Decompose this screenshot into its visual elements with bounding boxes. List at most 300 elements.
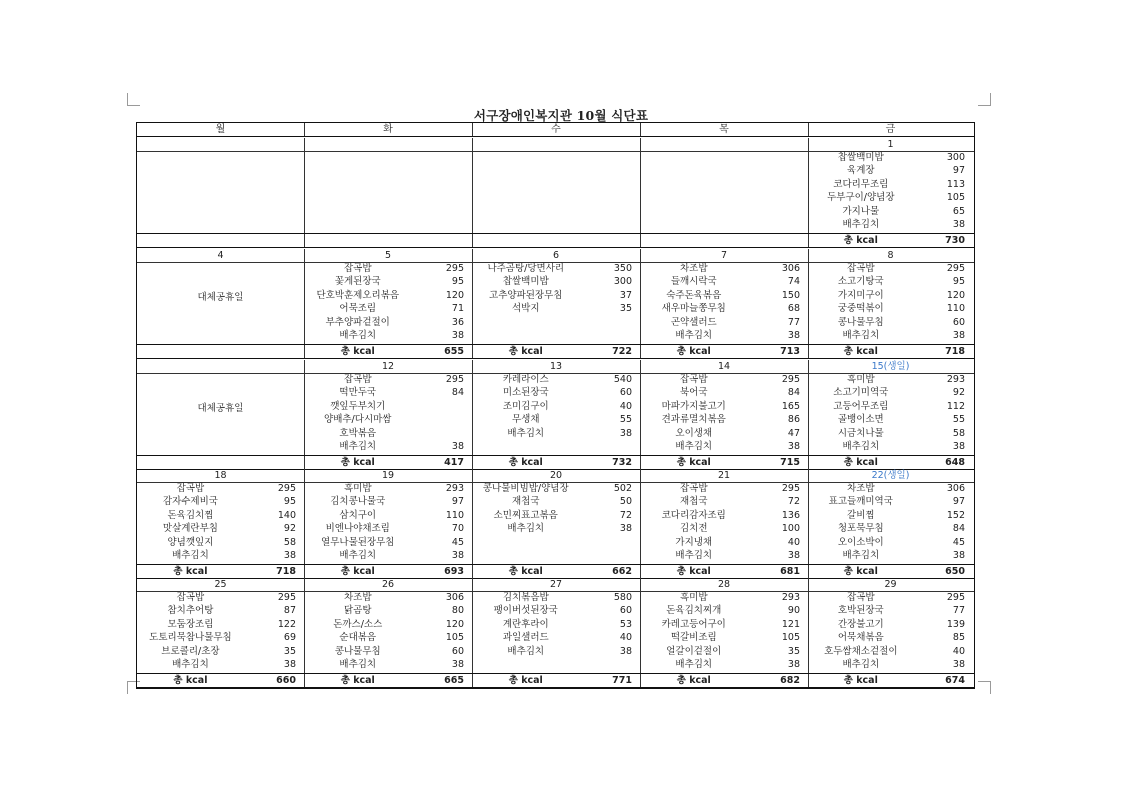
menu-item-name: 흑미밥 xyxy=(679,591,708,603)
menu-item-kcal: 300 xyxy=(946,151,965,163)
menu-item-name: 호박볶음 xyxy=(339,427,377,439)
menu-item-name: 모둠장조림 xyxy=(167,618,214,630)
menu-item xyxy=(808,316,973,330)
menu-item-name: 콩나물무침 xyxy=(334,645,381,657)
menu-item xyxy=(137,591,304,605)
menu-item xyxy=(304,373,472,387)
menu-item-kcal: 293 xyxy=(946,373,965,385)
menu-item-name: 부추양파겉절이 xyxy=(325,316,390,328)
menu-item-kcal: 580 xyxy=(613,591,632,603)
menu-item-kcal: 50 xyxy=(619,496,632,507)
menu-item-name: 육계장 xyxy=(847,165,875,176)
day-menu-cell xyxy=(137,482,305,564)
menu-item-name: 궁중떡볶이 xyxy=(837,303,884,314)
menu-item-kcal: 97 xyxy=(451,496,464,507)
menu-item-name: 배추김치 xyxy=(339,441,377,452)
menu-item-kcal: 306 xyxy=(946,482,965,494)
menu-item-name: 깻잎두부치기 xyxy=(330,400,386,412)
total-label: 총 kcal xyxy=(843,565,878,577)
menu-item-kcal: 60 xyxy=(451,645,464,657)
menu-item xyxy=(472,275,640,289)
menu-item xyxy=(137,536,304,550)
menu-item-name: 비엔나야채조림 xyxy=(325,523,390,534)
menu-item-name: 팽이버섯된장국 xyxy=(493,605,558,616)
menu-item-kcal: 112 xyxy=(946,400,965,412)
menu-item-name: 잡곡밥 xyxy=(343,262,372,274)
menu-item xyxy=(808,413,973,427)
menu-item-name: 차조밥 xyxy=(679,262,708,274)
menu-item-name: 배추김치 xyxy=(675,441,713,452)
menu-item-name: 열무나물된장무침 xyxy=(321,536,395,548)
menu-item-name: 들깨시락국 xyxy=(670,276,717,287)
menu-item xyxy=(808,509,973,523)
menu-item xyxy=(304,329,472,343)
menu-item-name: 시금치나물 xyxy=(837,427,884,439)
menu-item xyxy=(472,289,640,303)
menu-item xyxy=(808,536,973,550)
menu-item-name: 참치추어탕 xyxy=(167,605,214,616)
menu-item-name: 단호박훈제오리볶음 xyxy=(316,289,400,301)
total-label: 총 kcal xyxy=(508,345,543,357)
menu-item-name: 맛살계란부침 xyxy=(162,523,218,534)
total-cell xyxy=(640,456,809,469)
menu-item-kcal: 295 xyxy=(277,482,296,494)
menu-item xyxy=(808,495,973,509)
total-kcal: 681 xyxy=(780,565,800,577)
menu-item-kcal: 295 xyxy=(277,591,296,603)
menu-item-name: 잡곡밥 xyxy=(679,482,708,494)
menu-item-kcal: 45 xyxy=(451,536,464,548)
menu-item xyxy=(808,329,973,343)
menu-item xyxy=(304,386,472,400)
menu-item-kcal: 95 xyxy=(952,276,965,287)
total-cell xyxy=(808,674,973,687)
total-kcal: 682 xyxy=(780,674,800,686)
total-kcal: 732 xyxy=(612,456,632,468)
menu-item-name: 갈비찜 xyxy=(847,509,875,521)
day-menu-cell xyxy=(640,151,809,233)
total-label: 총 kcal xyxy=(843,345,878,357)
date-cell: 25 xyxy=(137,578,305,591)
menu-item-name: 호두쌈채소겉절이 xyxy=(824,645,898,657)
menu-item xyxy=(640,645,808,659)
total-kcal: 650 xyxy=(945,565,965,577)
menu-item-name: 순대볶음 xyxy=(339,632,377,643)
menu-item-kcal: 293 xyxy=(781,591,800,603)
menu-item xyxy=(640,289,808,303)
menu-item-name: 무생채 xyxy=(511,414,540,425)
menu-item xyxy=(640,591,808,605)
total-kcal: 417 xyxy=(444,456,464,468)
menu-item-name: 청포묵무침 xyxy=(837,523,884,534)
menu-item xyxy=(472,631,640,645)
menu-item xyxy=(640,604,808,618)
total-label: 총 kcal xyxy=(676,456,711,468)
menu-item xyxy=(808,386,973,400)
menu-item xyxy=(304,316,472,330)
menu-item xyxy=(304,658,472,672)
total-label: 총 kcal xyxy=(340,674,375,686)
menu-item-kcal: 84 xyxy=(451,387,464,398)
menu-item-name: 돈육김치찜 xyxy=(167,509,214,521)
total-label: 총 kcal xyxy=(340,345,375,357)
menu-item xyxy=(640,386,808,400)
crop-mark-bottom-right xyxy=(978,681,991,694)
menu-item xyxy=(137,645,304,659)
menu-item-name: 두부구이/양념장 xyxy=(827,192,895,203)
menu-item-name: 과일샐러드 xyxy=(502,632,549,643)
menu-item-kcal: 38 xyxy=(451,659,464,670)
total-cell xyxy=(137,234,305,247)
menu-item-name: 찹쌀백미밥 xyxy=(502,276,549,287)
day-menu-cell xyxy=(137,262,305,344)
day-menu-cell xyxy=(137,151,305,233)
day-menu-cell xyxy=(808,591,973,673)
day-menu-cell xyxy=(472,262,641,344)
day-menu-cell xyxy=(304,591,473,673)
menu-item-name: 재첩국 xyxy=(679,496,708,507)
menu-item-kcal: 295 xyxy=(781,373,800,385)
menu-item xyxy=(640,427,808,441)
menu-item-name: 카레고등어구이 xyxy=(661,618,726,630)
menu-item-name: 소민찌표고볶음 xyxy=(493,509,558,521)
menu-item-kcal: 105 xyxy=(445,632,464,643)
total-cell xyxy=(472,674,641,687)
week-block xyxy=(137,578,974,688)
menu-item-name: 재첩국 xyxy=(511,496,540,507)
menu-item xyxy=(640,440,808,454)
menu-item-kcal: 40 xyxy=(787,536,800,548)
menu-item-kcal: 72 xyxy=(619,509,632,521)
menu-item xyxy=(304,275,472,289)
menu-item xyxy=(808,400,973,414)
menu-item-kcal: 55 xyxy=(952,414,965,425)
menu-item-name: 흑미밥 xyxy=(847,373,875,385)
total-kcal: 648 xyxy=(945,456,965,468)
date-cell: 27 xyxy=(472,578,641,591)
menu-item xyxy=(808,218,973,232)
menu-item-kcal: 40 xyxy=(619,632,632,643)
menu-item xyxy=(808,591,973,605)
total-cell xyxy=(137,345,305,358)
menu-item-name: 견과류멸치볶음 xyxy=(661,414,726,425)
menu-item-name: 소고기탕국 xyxy=(837,276,884,287)
total-label: 총 kcal xyxy=(508,674,543,686)
day-header: 금 xyxy=(885,124,896,135)
menu-item-kcal: 38 xyxy=(952,659,965,670)
menu-item xyxy=(640,522,808,536)
menu-item-name: 차조밥 xyxy=(847,482,875,494)
menu-items-row xyxy=(137,591,974,673)
menu-item xyxy=(808,440,973,454)
menu-item-name: 어묵조림 xyxy=(339,303,377,314)
day-menu-cell xyxy=(304,482,473,564)
menu-item-kcal: 293 xyxy=(445,482,464,494)
menu-item-kcal: 120 xyxy=(445,289,464,301)
menu-item-kcal: 36 xyxy=(451,316,464,328)
menu-item-kcal: 47 xyxy=(787,427,800,439)
menu-item xyxy=(304,482,472,496)
menu-item-name: 떡만두국 xyxy=(339,387,377,398)
menu-item-kcal: 295 xyxy=(445,262,464,274)
menu-item xyxy=(808,658,973,672)
menu-item-name: 잡곡밥 xyxy=(176,591,205,603)
total-row xyxy=(137,455,974,470)
date-row xyxy=(137,578,974,592)
date-cell: 14 xyxy=(640,360,809,373)
total-cell xyxy=(640,674,809,687)
date-cell: 22(생일) xyxy=(871,469,910,481)
menu-item-kcal: 65 xyxy=(952,205,965,217)
menu-item-name: 양배추/다시마쌈 xyxy=(324,414,392,425)
menu-item xyxy=(640,536,808,550)
menu-item-name: 잡곡밥 xyxy=(343,373,372,385)
total-cell xyxy=(137,674,305,687)
total-kcal: 722 xyxy=(612,345,632,357)
menu-item-name: 골뱅이소면 xyxy=(837,414,884,425)
total-label: 총 kcal xyxy=(173,565,208,577)
date-cell: 21 xyxy=(640,469,809,482)
date-cell: 6 xyxy=(472,249,641,262)
crop-mark-top-left xyxy=(127,93,140,106)
day-menu-cell xyxy=(472,482,641,564)
menu-item-kcal: 90 xyxy=(787,605,800,616)
date-cell: 15(생일) xyxy=(871,360,910,372)
menu-item xyxy=(137,618,304,632)
menu-item-kcal: 38 xyxy=(787,550,800,561)
menu-item-name: 배추김치 xyxy=(172,550,209,561)
menu-item-kcal: 120 xyxy=(946,289,965,301)
date-cell: 18 xyxy=(137,469,305,482)
menu-item-name: 조미김구이 xyxy=(502,400,549,412)
date-cell xyxy=(137,138,305,151)
total-kcal: 665 xyxy=(444,674,464,686)
total-row xyxy=(137,673,974,688)
menu-item-name: 새우마늘쫑무침 xyxy=(661,303,726,314)
day-menu-cell xyxy=(472,591,641,673)
menu-item-kcal: 38 xyxy=(283,659,296,670)
menu-item-kcal: 105 xyxy=(946,192,965,203)
menu-item xyxy=(137,631,304,645)
date-cell xyxy=(640,138,809,151)
total-label: 총 kcal xyxy=(676,345,711,357)
menu-item xyxy=(472,386,640,400)
menu-item-kcal: 40 xyxy=(619,400,632,412)
menu-item-kcal: 38 xyxy=(787,330,800,341)
menu-item-name: 배추김치 xyxy=(842,219,880,230)
menu-item xyxy=(808,151,973,165)
menu-item-kcal: 85 xyxy=(952,632,965,643)
menu-item-name: 나주곰탕/당면사리 xyxy=(487,262,565,274)
menu-item-kcal: 55 xyxy=(619,414,632,425)
date-cell xyxy=(304,138,473,151)
menu-item-kcal: 60 xyxy=(952,316,965,328)
menu-item xyxy=(640,482,808,496)
menu-item xyxy=(472,591,640,605)
menu-item xyxy=(640,413,808,427)
menu-item-kcal: 110 xyxy=(445,509,464,521)
total-cell xyxy=(472,234,641,247)
menu-item xyxy=(472,604,640,618)
menu-item-kcal: 110 xyxy=(946,303,965,314)
date-cell: 7 xyxy=(640,249,809,262)
menu-item-kcal: 38 xyxy=(787,659,800,670)
day-menu-cell xyxy=(640,591,809,673)
date-cell: 1 xyxy=(887,138,894,150)
menu-item-kcal: 295 xyxy=(445,373,464,385)
menu-item-kcal: 92 xyxy=(283,523,296,534)
menu-item-name: 코다리감자조림 xyxy=(661,509,726,521)
menu-item-name: 흑미밥 xyxy=(343,482,372,494)
menu-item-name: 배추김치 xyxy=(675,330,713,341)
menu-item-kcal: 45 xyxy=(952,536,965,548)
menu-item-name: 배추김치 xyxy=(842,441,880,452)
menu-item-kcal: 58 xyxy=(952,427,965,439)
menu-table xyxy=(136,122,975,689)
date-row xyxy=(137,469,974,483)
menu-item xyxy=(304,262,472,276)
total-cell xyxy=(304,345,473,358)
menu-item-name: 코다리무조림 xyxy=(833,178,889,190)
date-cell: 13 xyxy=(472,360,641,373)
menu-item-name: 어묵채볶음 xyxy=(837,632,884,643)
menu-item-name: 잡곡밥 xyxy=(847,262,875,274)
menu-item xyxy=(304,591,472,605)
menu-item-kcal: 35 xyxy=(619,303,632,314)
date-cell: 12 xyxy=(304,360,473,373)
menu-item-kcal: 68 xyxy=(787,303,800,314)
menu-item-name: 김치볶음밥 xyxy=(502,591,549,603)
day-header: 수 xyxy=(472,123,641,136)
menu-item-kcal: 77 xyxy=(787,316,800,328)
menu-item-name: 배추김치 xyxy=(507,427,545,439)
menu-item xyxy=(304,618,472,632)
menu-item-kcal: 105 xyxy=(781,632,800,643)
total-label: 총 kcal xyxy=(843,674,878,686)
menu-item-kcal: 139 xyxy=(946,618,965,630)
menu-item-kcal: 60 xyxy=(619,605,632,616)
total-label: 총 kcal xyxy=(340,456,375,468)
menu-item-kcal: 38 xyxy=(283,550,296,561)
total-kcal: 718 xyxy=(945,345,965,357)
date-cell: 8 xyxy=(887,249,894,261)
menu-item xyxy=(640,509,808,523)
menu-item xyxy=(640,329,808,343)
day-menu-cell xyxy=(472,151,641,233)
menu-item-name: 숙주돈육볶음 xyxy=(666,289,722,301)
total-kcal: 674 xyxy=(945,674,965,686)
menu-item xyxy=(808,302,973,316)
menu-item-kcal: 80 xyxy=(451,605,464,616)
menu-item-name: 계란후라이 xyxy=(502,618,549,630)
menu-item xyxy=(304,302,472,316)
menu-item-kcal: 38 xyxy=(619,427,632,439)
menu-item xyxy=(304,604,472,618)
menu-item xyxy=(640,495,808,509)
menu-item-kcal: 540 xyxy=(613,373,632,385)
total-cell xyxy=(304,234,473,247)
menu-item-name: 고추양파된장무침 xyxy=(489,289,563,301)
menu-item-name: 곤약샐러드 xyxy=(670,316,717,328)
menu-item-kcal: 350 xyxy=(613,262,632,274)
menu-item-name: 가지나물 xyxy=(842,205,880,217)
menu-item-kcal: 38 xyxy=(787,441,800,452)
total-kcal: 730 xyxy=(945,234,965,246)
menu-item-kcal: 35 xyxy=(787,645,800,657)
menu-item-name: 잡곡밥 xyxy=(847,591,875,603)
menu-item-name: 떡갈비조림 xyxy=(670,632,717,643)
menu-item xyxy=(137,509,304,523)
menu-item-name: 가지미구이 xyxy=(837,289,884,301)
menu-item xyxy=(808,427,973,441)
menu-item xyxy=(304,495,472,509)
menu-item xyxy=(137,522,304,536)
total-kcal: 715 xyxy=(780,456,800,468)
total-cell xyxy=(472,456,641,469)
date-cell: 4 xyxy=(137,249,305,262)
menu-item-name: 호박된장국 xyxy=(837,605,884,616)
total-label: 총 kcal xyxy=(173,674,208,686)
menu-item-name: 돈까스/소스 xyxy=(333,618,383,630)
menu-item-kcal: 84 xyxy=(787,387,800,398)
menu-item-name: 배추김치 xyxy=(172,659,209,670)
menu-item-name: 감자수제비국 xyxy=(162,496,218,507)
menu-items-row xyxy=(137,482,974,564)
total-cell xyxy=(640,234,809,247)
menu-item-name: 오이생채 xyxy=(675,427,713,439)
menu-item xyxy=(808,275,973,289)
menu-item-name: 배추김치 xyxy=(507,523,545,534)
menu-item-name: 배추김치 xyxy=(842,330,880,341)
week-block xyxy=(137,360,974,469)
menu-item-kcal: 38 xyxy=(952,330,965,341)
menu-item-name: 잡곡밥 xyxy=(176,482,205,494)
menu-item-kcal: 295 xyxy=(781,482,800,494)
menu-item xyxy=(808,604,973,618)
menu-item-name: 잡곡밥 xyxy=(679,373,708,385)
date-cell: 5 xyxy=(304,249,473,262)
menu-item xyxy=(472,495,640,509)
menu-item-kcal: 295 xyxy=(946,262,965,274)
menu-item-name: 오이소박이 xyxy=(837,536,884,548)
menu-item xyxy=(640,316,808,330)
menu-item-kcal: 97 xyxy=(952,165,965,176)
menu-item-name: 북어국 xyxy=(679,387,708,398)
menu-item-name: 콩나물비빔밥/양념장 xyxy=(482,482,569,494)
crop-mark-top-right xyxy=(978,93,991,106)
menu-item xyxy=(640,275,808,289)
menu-item xyxy=(472,427,640,441)
total-label: 총 kcal xyxy=(843,456,878,468)
menu-item-kcal: 38 xyxy=(619,523,632,534)
total-kcal: 662 xyxy=(612,565,632,577)
menu-item xyxy=(808,631,973,645)
holiday-label: 대체공휴일 xyxy=(197,402,244,414)
total-cell xyxy=(472,345,641,358)
menu-item-kcal: 113 xyxy=(946,178,965,190)
menu-item xyxy=(640,631,808,645)
menu-item-kcal: 165 xyxy=(781,400,800,412)
menu-item-kcal: 97 xyxy=(952,496,965,507)
menu-item-kcal: 37 xyxy=(619,289,632,301)
date-cell: 29 xyxy=(884,578,897,590)
total-row xyxy=(137,564,974,579)
total-cell xyxy=(304,456,473,469)
total-kcal: 713 xyxy=(780,345,800,357)
menu-item xyxy=(304,549,472,563)
day-header: 목 xyxy=(640,123,809,136)
menu-item xyxy=(137,482,304,496)
